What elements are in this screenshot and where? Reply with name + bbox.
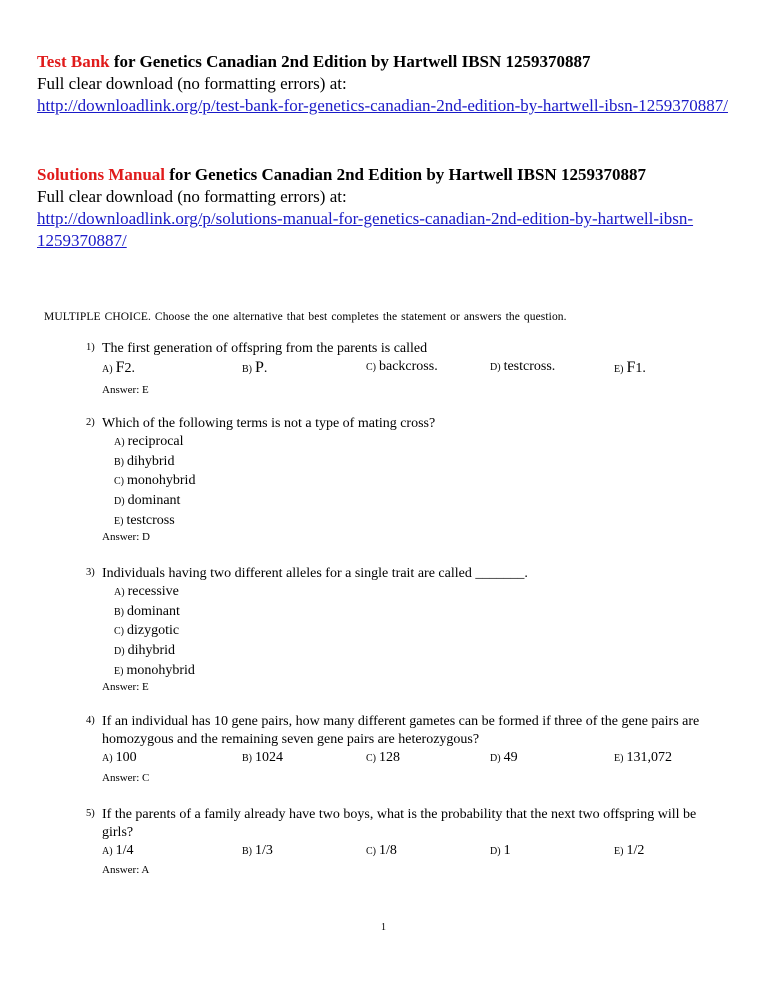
- option-a[interactable]: A) reciprocal: [114, 434, 184, 449]
- option-d[interactable]: D) testcross.: [490, 359, 556, 374]
- option-b[interactable]: B) P.: [242, 359, 268, 376]
- option-b[interactable]: B) 1024: [242, 750, 283, 765]
- question-text: If the parents of a family already have two boys, what is the probability that the next two offspring will be girls?: [102, 807, 697, 840]
- download-text: Full clear download (no formatting errors) at:: [37, 187, 347, 206]
- promo-label: Solutions Manual: [37, 165, 166, 184]
- options-row: [102, 359, 702, 379]
- option-c[interactable]: C) 128: [366, 750, 400, 765]
- instructions: MULTIPLE CHOICE. Choose the one alternative that best completes the statement or answers the question.: [44, 311, 567, 323]
- question-number: 3): [86, 567, 95, 578]
- question-number: 2): [86, 417, 95, 428]
- question-number: 4): [86, 715, 95, 726]
- question-text: Individuals having two different alleles for a single trait are called _______.: [102, 566, 528, 581]
- option-b[interactable]: B) 1/3: [242, 843, 273, 858]
- download-link[interactable]: http://downloadlink.org/p/solutions-manual-for-genetics-canadian-2nd-edition-by-hartwell-ibsn-1259370887/: [37, 209, 694, 250]
- download-link[interactable]: http://downloadlink.org/p/test-bank-for-genetics-canadian-2nd-edition-by-hartwell-ibsn-1259370887/: [37, 96, 728, 115]
- question-number: 5): [86, 808, 95, 819]
- option-e[interactable]: E) testcross: [114, 512, 175, 528]
- options-list: [114, 583, 195, 682]
- promo-label: Test Bank: [37, 52, 110, 71]
- option-a[interactable]: A) 1/4: [102, 843, 134, 858]
- download-text: Full clear download (no formatting errors) at:: [37, 74, 347, 93]
- option-d[interactable]: D) dominant: [114, 493, 181, 509]
- option-c[interactable]: C) monohybrid: [114, 473, 196, 489]
- promo-test-bank: [37, 51, 737, 117]
- promo-title-rest: for Genetics Canadian 2nd Edition by Hartwell IBSN 1259370887: [109, 52, 591, 71]
- option-e[interactable]: E) F1.: [614, 359, 646, 376]
- answer: Answer: A: [102, 864, 150, 876]
- option-a[interactable]: A) recessive: [114, 584, 179, 599]
- option-e[interactable]: E) monohybrid: [114, 662, 195, 678]
- answer: Answer: C: [102, 772, 150, 784]
- promo-title-rest: for Genetics Canadian 2nd Edition by Hartwell IBSN 1259370887: [165, 165, 646, 184]
- answer: Answer: D: [102, 531, 150, 543]
- option-c[interactable]: C) 1/8: [366, 843, 397, 858]
- option-b[interactable]: B) dihybrid: [114, 453, 175, 469]
- question-text: The first generation of offspring from the parents is called: [102, 341, 428, 356]
- option-a[interactable]: A) 100: [102, 750, 137, 765]
- option-d[interactable]: D) 1: [490, 843, 511, 858]
- question-number: 1): [86, 342, 95, 353]
- option-b[interactable]: B) dominant: [114, 603, 180, 619]
- promo-solutions-manual: [37, 164, 737, 252]
- option-a[interactable]: A) F2.: [102, 359, 135, 376]
- page-number: 1: [381, 922, 386, 933]
- options-row: [102, 750, 702, 770]
- option-c[interactable]: C) backcross.: [366, 359, 438, 374]
- option-e[interactable]: E) 1/2: [614, 843, 645, 858]
- option-c[interactable]: C) dizygotic: [114, 623, 180, 639]
- answer: Answer: E: [102, 681, 149, 693]
- option-e[interactable]: E) 131,072: [614, 750, 672, 765]
- options-list: [114, 433, 195, 532]
- question-text: If an individual has 10 gene pairs, how many different gametes can be formed if three of the gene pairs are homozygous and the remaining seven gene pairs are heterozygous?: [102, 714, 700, 747]
- promo-title: [37, 164, 737, 186]
- question-text: Which of the following terms is not a type of mating cross?: [102, 416, 436, 431]
- option-d[interactable]: D) dihybrid: [114, 643, 176, 659]
- answer: Answer: E: [102, 384, 149, 396]
- promo-title: [37, 51, 737, 73]
- options-row: [102, 843, 702, 863]
- option-d[interactable]: D) 49: [490, 750, 518, 765]
